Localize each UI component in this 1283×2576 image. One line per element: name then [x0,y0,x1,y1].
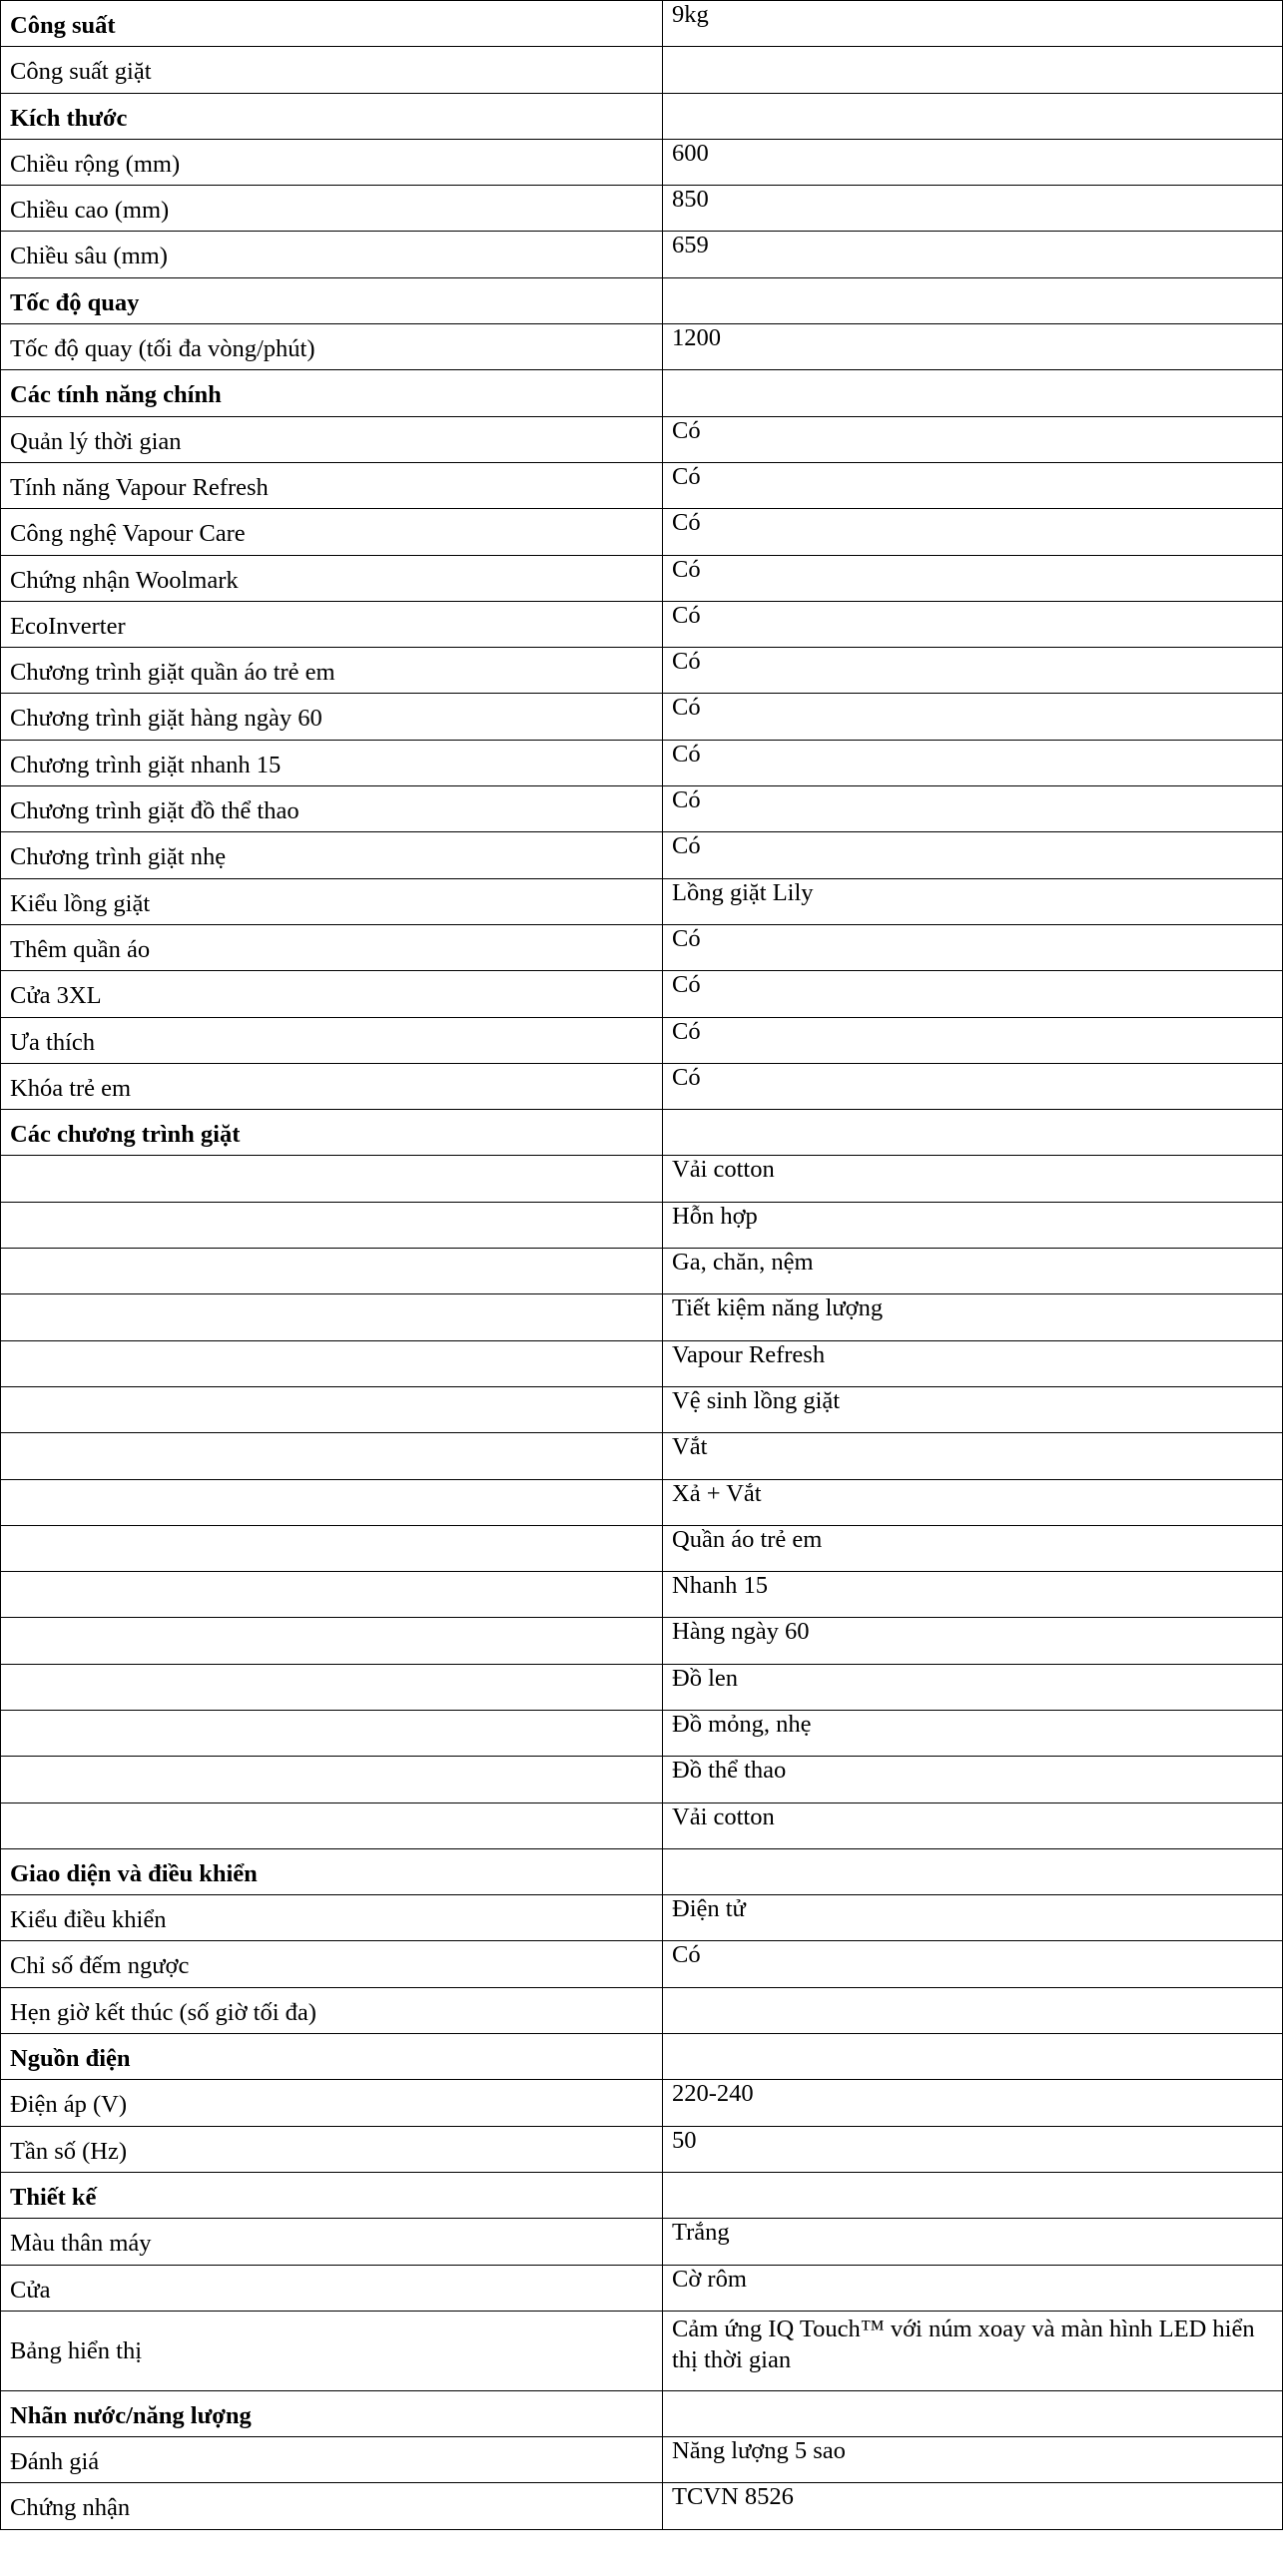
spec-label [1,1479,663,1525]
section-header-row [1,2172,1283,2218]
spec-value: Vải cotton [663,1156,1283,1202]
spec-value: Trắng [663,2219,1283,2265]
spec-row [1,1803,1283,1848]
spec-label: Kiểu lồng giặt [1,878,663,924]
spec-row [1,2219,1283,2265]
section-header-row [1,1110,1283,1156]
spec-row [1,1941,1283,1987]
spec-value [663,1848,1283,1894]
spec-row [1,1710,1283,1756]
spec-value: Hỗn hợp [663,1202,1283,1248]
spec-row [1,1386,1283,1432]
spec-value: Điện tử [663,1895,1283,1941]
spec-row [1,2080,1283,2126]
section-header-row [1,1,1283,47]
spec-label [1,1386,663,1432]
spec-value: Có [663,971,1283,1017]
spec-label [1,1803,663,1848]
spec-value: Có [663,1063,1283,1109]
spec-label: Chương trình giặt hàng ngày 60 [1,694,663,740]
spec-value: Có [663,1941,1283,1987]
spec-row [1,2483,1283,2529]
spec-row [1,186,1283,232]
spec-row [1,1572,1283,1618]
spec-value: Đồ mỏng, nhẹ [663,1710,1283,1756]
spec-value [663,277,1283,323]
spec-label [1,1433,663,1479]
spec-value: 220-240 [663,2080,1283,2126]
spec-label: Tốc độ quay (tối đa vòng/phút) [1,324,663,370]
section-title: Công suất [1,1,663,47]
spec-label [1,1340,663,1386]
spec-row [1,2311,1283,2390]
spec-label: Chỉ số đếm ngược [1,1941,663,1987]
spec-label [1,1202,663,1248]
spec-value [663,2034,1283,2080]
spec-row [1,786,1283,832]
spec-value: Cảm ứng IQ Touch™ với núm xoay và màn hình LED hiển thị thời gian [663,2311,1283,2390]
spec-label: EcoInverter [1,601,663,647]
spec-value: 850 [663,186,1283,232]
spec-label: Kiểu điều khiển [1,1895,663,1941]
spec-row [1,1618,1283,1664]
spec-label: Chiều cao (mm) [1,186,663,232]
spec-label: Thêm quần áo [1,924,663,970]
spec-value: Có [663,786,1283,832]
spec-label [1,1572,663,1618]
spec-value: Đồ thể thao [663,1757,1283,1803]
spec-value: TCVN 8526 [663,2483,1283,2529]
spec-row [1,1156,1283,1202]
spec-value [663,2390,1283,2436]
spec-value: Có [663,924,1283,970]
spec-row [1,1202,1283,1248]
spec-label: Chiều rộng (mm) [1,139,663,185]
spec-label: Chứng nhận [1,2483,663,2529]
spec-row [1,1433,1283,1479]
spec-row [1,1063,1283,1109]
spec-row [1,2126,1283,2172]
spec-row [1,694,1283,740]
spec-value [663,370,1283,416]
spec-label [1,1664,663,1710]
spec-value: Có [663,416,1283,462]
section-title: Nhãn nước/năng lượng [1,2390,663,2436]
spec-label: Công suất giặt [1,47,663,93]
spec-value: Có [663,832,1283,878]
spec-value: Năng lượng 5 sao [663,2437,1283,2483]
spec-row [1,1895,1283,1941]
spec-label: Cửa [1,2265,663,2311]
spec-value: Có [663,694,1283,740]
spec-row [1,416,1283,462]
spec-row [1,2437,1283,2483]
spec-row [1,878,1283,924]
spec-row [1,555,1283,601]
section-title: Thiết kế [1,2172,663,2218]
spec-value: Nhanh 15 [663,1572,1283,1618]
section-title: Các chương trình giặt [1,1110,663,1156]
section-header-row [1,2034,1283,2080]
spec-row [1,648,1283,694]
spec-value: Có [663,555,1283,601]
spec-table-body [1,1,1283,2530]
section-header-row [1,1848,1283,1894]
spec-label: Hẹn giờ kết thúc (số giờ tối đa) [1,1987,663,2033]
spec-row [1,1017,1283,1063]
spec-label: Tần số (Hz) [1,2126,663,2172]
spec-value: 659 [663,232,1283,277]
spec-label [1,1757,663,1803]
spec-value: Có [663,648,1283,694]
spec-label: Quản lý thời gian [1,416,663,462]
spec-row [1,924,1283,970]
spec-row [1,971,1283,1017]
spec-value: Tiết kiệm năng lượng [663,1294,1283,1340]
spec-label [1,1294,663,1340]
spec-row [1,462,1283,508]
spec-row [1,1525,1283,1571]
section-title: Tốc độ quay [1,277,663,323]
spec-row [1,1664,1283,1710]
spec-value: Vệ sinh lồng giặt [663,1386,1283,1432]
section-title: Nguồn điện [1,2034,663,2080]
spec-value: 600 [663,139,1283,185]
spec-row [1,740,1283,785]
spec-label [1,1525,663,1571]
spec-value: Có [663,462,1283,508]
spec-label: Tính năng Vapour Refresh [1,462,663,508]
spec-row [1,1294,1283,1340]
spec-value: Quần áo trẻ em [663,1525,1283,1571]
spec-row [1,509,1283,555]
spec-label [1,1710,663,1756]
spec-value [663,47,1283,93]
spec-value [663,1987,1283,2033]
spec-label: Chiều sâu (mm) [1,232,663,277]
section-title: Giao diện và điều khiển [1,1848,663,1894]
section-header-row [1,2390,1283,2436]
spec-value: Có [663,1017,1283,1063]
section-header-row [1,93,1283,139]
spec-label: Màu thân máy [1,2219,663,2265]
spec-value: Vắt [663,1433,1283,1479]
section-header-row [1,277,1283,323]
spec-value [663,93,1283,139]
spec-row [1,1249,1283,1294]
spec-label: Điện áp (V) [1,2080,663,2126]
spec-row [1,139,1283,185]
spec-value: Có [663,509,1283,555]
section-header-row [1,370,1283,416]
spec-label: Chương trình giặt đồ thể thao [1,786,663,832]
spec-label: Chứng nhận Woolmark [1,555,663,601]
spec-label [1,1618,663,1664]
spec-value: Xả + Vắt [663,1479,1283,1525]
spec-row [1,324,1283,370]
spec-label: Khóa trẻ em [1,1063,663,1109]
spec-row [1,832,1283,878]
spec-row [1,1757,1283,1803]
spec-value: Có [663,601,1283,647]
spec-value [663,2172,1283,2218]
spec-value: 1200 [663,324,1283,370]
spec-value: Ga, chăn, nệm [663,1249,1283,1294]
spec-value: Cờ rôm [663,2265,1283,2311]
spec-value: Hàng ngày 60 [663,1618,1283,1664]
spec-label: Công nghệ Vapour Care [1,509,663,555]
spec-value: 50 [663,2126,1283,2172]
spec-row [1,232,1283,277]
spec-value: Đồ len [663,1664,1283,1710]
spec-label [1,1156,663,1202]
section-title: Các tính năng chính [1,370,663,416]
section-title: Kích thước [1,93,663,139]
spec-value: Lồng giặt Lily [663,878,1283,924]
spec-row [1,2265,1283,2311]
spec-label: Chương trình giặt nhẹ [1,832,663,878]
spec-value: 9kg [663,1,1283,47]
spec-value [663,1110,1283,1156]
spec-label [1,1249,663,1294]
spec-value: Vải cotton [663,1803,1283,1848]
spec-label: Chương trình giặt nhanh 15 [1,740,663,785]
spec-value: Có [663,740,1283,785]
spec-row [1,1987,1283,2033]
spec-value: Vapour Refresh [663,1340,1283,1386]
spec-label: Đánh giá [1,2437,663,2483]
spec-row [1,601,1283,647]
spec-row [1,47,1283,93]
spec-row [1,1479,1283,1525]
spec-label: Bảng hiển thị [1,2311,663,2390]
spec-label: Chương trình giặt quần áo trẻ em [1,648,663,694]
spec-label: Ưa thích [1,1017,663,1063]
spec-label: Cửa 3XL [1,971,663,1017]
spec-row [1,1340,1283,1386]
